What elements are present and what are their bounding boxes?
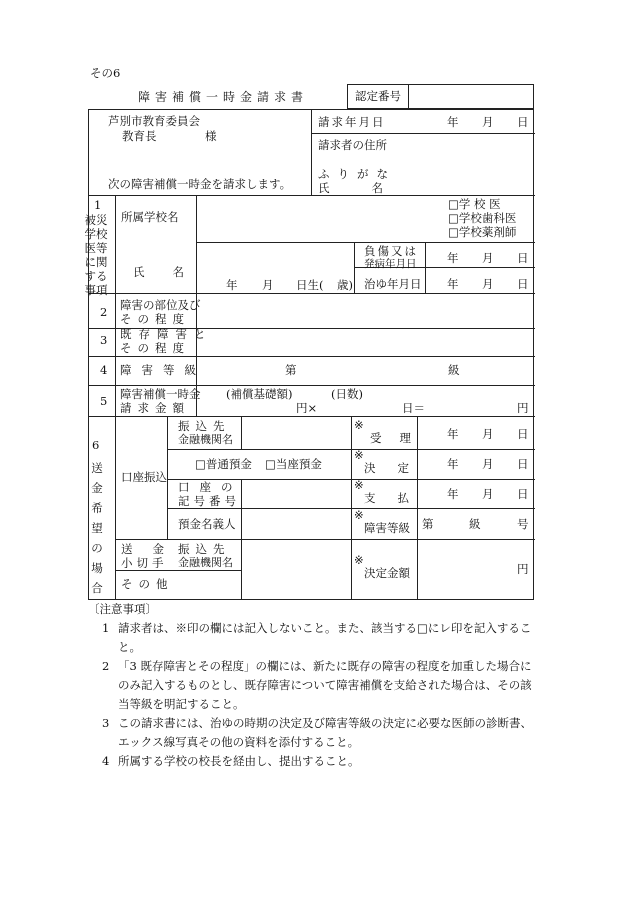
received-month[interactable]: 月	[482, 427, 494, 441]
note-number: 3	[102, 716, 110, 730]
victim-section-number: 1	[94, 198, 102, 212]
victim-name-label: 氏名	[133, 265, 212, 279]
victim-section-heading: 被災学校医等に関する事項	[84, 213, 108, 297]
claim-date-year[interactable]: 年	[447, 115, 459, 129]
notes-section	[88, 600, 536, 771]
decided-amount-yen: 円	[517, 562, 529, 576]
note-number: 4	[102, 754, 110, 768]
row2-label-1: 障害の部位及び	[120, 298, 201, 312]
bank-label-1: 振込先	[178, 419, 231, 433]
transfer-section-heading: 送金希望の場合	[91, 461, 103, 595]
yen-times: 円×	[296, 401, 318, 415]
office-mark-decided: ※	[354, 448, 364, 462]
addressee-honorific: 様	[205, 129, 217, 143]
claim-date-day[interactable]: 日	[517, 115, 529, 129]
furigana-label: ふりがな	[318, 167, 396, 181]
decided-day[interactable]: 日	[517, 457, 529, 471]
birth-age[interactable]: 歳)	[337, 278, 353, 292]
received-year[interactable]: 年	[447, 427, 459, 441]
office-mark-paid: ※	[354, 478, 364, 492]
form-number: その6	[90, 66, 121, 80]
office-mark-grade: ※	[354, 508, 364, 522]
role-school-doctor[interactable]: □学 校 医	[448, 197, 501, 211]
days-label: (日数)	[331, 387, 363, 401]
row4-grade-suffix: 級	[448, 363, 460, 377]
birth-year[interactable]: 年	[226, 278, 238, 292]
cure-date-label: 治ゆ年月日	[364, 277, 422, 291]
note-number: 1	[102, 621, 110, 635]
row4-label: 障害等級	[120, 363, 206, 377]
claim-date-month[interactable]: 月	[482, 115, 494, 129]
decided-month[interactable]: 月	[482, 457, 494, 471]
claimant-address-label: 請求者の住所	[318, 138, 387, 152]
deposit-current[interactable]: □当座預金	[265, 457, 322, 471]
row3-number: 3	[100, 333, 108, 347]
row3-label-2: その程度	[120, 341, 190, 355]
mo-bank-label-2: 金融機関名	[178, 556, 233, 569]
other-label: その他	[121, 577, 174, 591]
office-grade-suffix: 号	[517, 517, 529, 531]
decided-amount-label: 決定金額	[364, 566, 410, 580]
cert-number-label: 認定番号	[355, 89, 401, 103]
mo-bank-label-1: 振込先	[178, 542, 231, 556]
paid-month[interactable]: 月	[482, 487, 494, 501]
account-holder-label: 預金名義人	[178, 517, 236, 531]
paid-label: 支払	[364, 491, 431, 505]
office-grade-label: 障害等級	[364, 521, 410, 535]
injury-day[interactable]: 日	[517, 251, 529, 265]
cure-day[interactable]: 日	[517, 277, 529, 291]
decided-label: 決定	[364, 461, 431, 475]
row5-yen: 円	[517, 401, 529, 415]
office-grade-prefix: 第	[422, 517, 434, 531]
base-amount-label: (補償基礎額)	[226, 387, 293, 401]
office-grade-mid: 級	[469, 517, 481, 531]
addressee-org: 芦別市教育委員会	[108, 114, 200, 128]
birth-month[interactable]: 月	[262, 278, 274, 292]
row4-number: 4	[100, 363, 108, 377]
note-text: 「3 既存障害とその程度」の欄には、新たに既存の障害の程度を加重した場合にのみ記入するものとし、既存障害について障害補償を支給された場合は、その該当等級を明記すること。	[118, 659, 532, 711]
bank-label-2: 金融機関名	[178, 433, 233, 446]
injury-year[interactable]: 年	[447, 251, 459, 265]
received-day[interactable]: 日	[517, 427, 529, 441]
injury-month[interactable]: 月	[482, 251, 494, 265]
cure-month[interactable]: 月	[482, 277, 494, 291]
account-number-label-1: 口座の	[178, 480, 243, 494]
note-item	[96, 714, 536, 752]
money-order-label-1: 送金	[121, 542, 184, 556]
note-item	[96, 619, 536, 657]
paid-day[interactable]: 日	[517, 487, 529, 501]
days-equals: 日＝	[402, 401, 425, 415]
transfer-section-number: 6	[92, 438, 100, 452]
form-title: 障害補償一時金請求書	[138, 90, 309, 104]
school-name-label: 所属学校名	[121, 210, 179, 224]
deposit-ordinary[interactable]: □普通預金	[195, 457, 252, 471]
note-text: 請求者は、※印の欄には記入しないこと。また、該当する□にレ印を記入すること。	[118, 621, 532, 654]
decided-year[interactable]: 年	[447, 457, 459, 471]
row2-label-2: その程度	[120, 312, 190, 326]
row4-grade-prefix: 第	[285, 363, 297, 377]
account-number-label-2: 記号番号	[178, 494, 240, 508]
note-item	[96, 657, 536, 714]
notes-heading: 〔注意事項〕	[88, 602, 157, 616]
row5-label-1: 障害補償一時金	[120, 387, 201, 401]
note-text: この請求書には、治ゆの時期の決定及び障害等級の決定に必要な医師の診断書、エックス線写真その他の資料を添付すること。	[118, 716, 532, 749]
role-school-dentist[interactable]: □学校歯科医	[448, 211, 517, 225]
money-order-label-2: 小切手	[121, 556, 168, 570]
office-mark-amount: ※	[354, 553, 364, 567]
account-transfer-label: 口座振込	[121, 470, 167, 484]
row2-number: 2	[100, 305, 108, 319]
note-text: 所属する学校の校長を経由し、提出すること。	[118, 754, 360, 768]
role-school-pharmacist[interactable]: □学校薬剤師	[448, 225, 517, 239]
received-label: 受理	[370, 431, 429, 445]
birth-day[interactable]: 日生(	[296, 278, 324, 292]
row5-number: 5	[100, 394, 108, 408]
row3-label-1: 既存障害と	[120, 327, 213, 341]
note-item	[96, 752, 536, 771]
note-number: 2	[102, 659, 110, 673]
claim-date-label: 請求年月日	[318, 115, 386, 129]
request-text: 次の障害補償一時金を請求します。	[108, 177, 292, 191]
addressee-chief: 教育長	[122, 129, 157, 143]
row5-label-2: 請求金額	[120, 401, 190, 415]
injury-date-label-2: 発病年月日	[364, 258, 417, 270]
paid-year[interactable]: 年	[447, 487, 459, 501]
office-mark-received: ※	[354, 418, 364, 432]
injury-date-label-1: 負傷又は	[364, 244, 418, 258]
cure-year[interactable]: 年	[447, 277, 459, 291]
claimant-name-label: 氏名	[318, 181, 425, 195]
